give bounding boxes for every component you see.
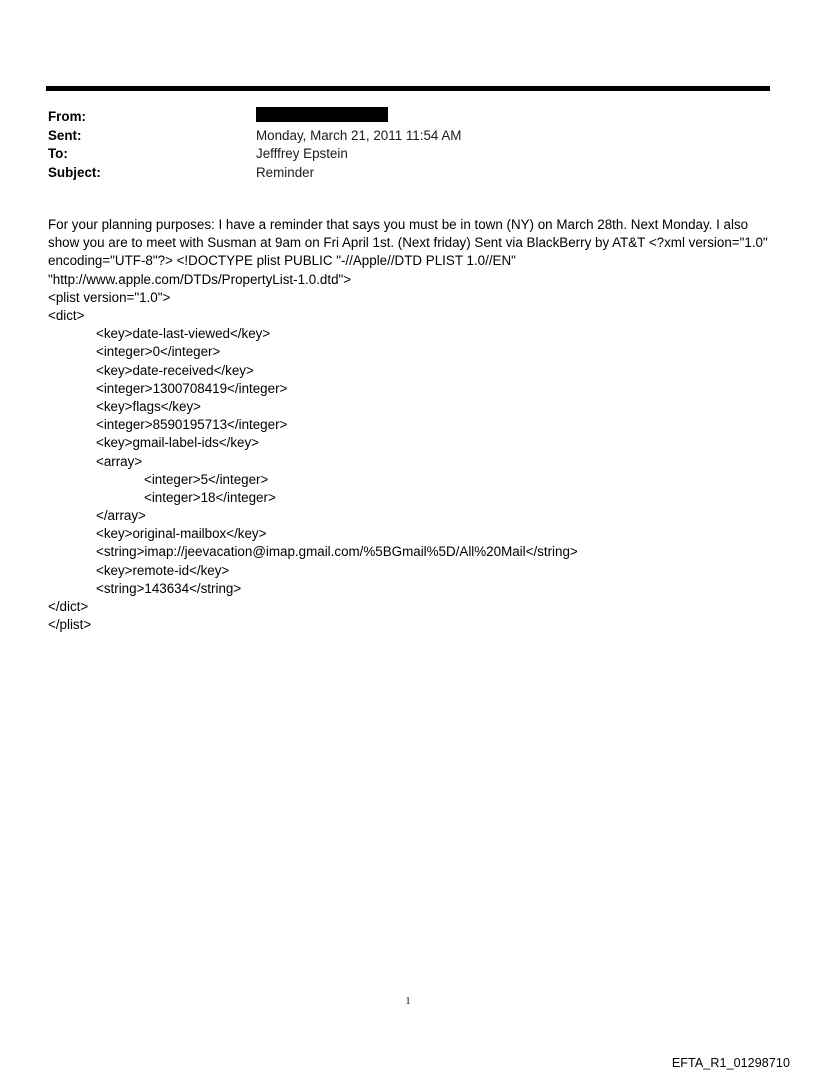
xml-line: <integer>8590195713</integer> bbox=[96, 417, 288, 433]
document-id: EFTA_R1_01298710 bbox=[671, 1056, 790, 1070]
xml-line: <array> bbox=[96, 453, 143, 469]
xml-line: </dict> bbox=[48, 599, 89, 614]
xml-line: <string>143634</string> bbox=[96, 580, 242, 596]
page-number: 1 bbox=[405, 996, 411, 1007]
xml-line: <string>imap://jeevacation@imap.gmail.com/%5BGmail%5D/All%20Mail</string> bbox=[96, 544, 578, 560]
xml-line: <integer>5</integer> bbox=[144, 471, 269, 487]
subject-label: Subject: bbox=[48, 164, 101, 180]
xml-line: <key>gmail-label-ids</key> bbox=[96, 435, 260, 451]
subject-row bbox=[48, 164, 768, 183]
xml-line: <key>flags</key> bbox=[96, 398, 201, 414]
redaction-box bbox=[256, 107, 388, 122]
to-value: Jefffrey Epstein bbox=[256, 146, 348, 161]
sent-row bbox=[48, 127, 768, 146]
xml-line: </plist> bbox=[48, 617, 92, 633]
xml-line: <key>date-received</key> bbox=[96, 362, 254, 378]
from-value bbox=[256, 108, 768, 127]
from-row bbox=[48, 108, 768, 127]
xml-line: <key>original-mailbox</key> bbox=[96, 526, 267, 542]
email-body bbox=[48, 216, 768, 634]
xml-line: <integer>1300708419</integer> bbox=[96, 380, 288, 396]
xml-line: <dict> bbox=[48, 308, 85, 323]
xml-line: <key>date-last-viewed</key> bbox=[96, 326, 271, 342]
body-paragraph: For your planning purposes: I have a reminder that says you must be in town (NY) on March 28th. Next Monday. I also show you are to meet with Susman at 9am on Fri April 1st. (Next friday) Sent via BlackBerry by AT&T <?xml version="1.0" encoding="UTF-8"?> <!DOCTYPE plist PUBLIC "-//Apple//DTD PLIST 1.0//EN" "http://www.apple.com/DTDs/PropertyList-1.0.dtd"> bbox=[48, 217, 768, 287]
header-rule bbox=[46, 86, 770, 91]
xml-line: </array> bbox=[96, 508, 146, 524]
xml-line: <key>remote-id</key> bbox=[96, 562, 230, 578]
from-label: From: bbox=[48, 109, 86, 124]
xml-line: <integer>0</integer> bbox=[96, 344, 221, 360]
sent-label: Sent: bbox=[48, 127, 82, 143]
xml-line: <integer>18</integer> bbox=[144, 489, 276, 505]
email-header bbox=[48, 108, 768, 182]
sent-value: Monday, March 21, 2011 11:54 AM bbox=[256, 127, 462, 143]
subject-value: Reminder bbox=[256, 164, 315, 180]
to-row bbox=[48, 145, 768, 164]
to-label: To: bbox=[48, 146, 68, 161]
xml-line: <plist version="1.0"> bbox=[48, 289, 171, 305]
